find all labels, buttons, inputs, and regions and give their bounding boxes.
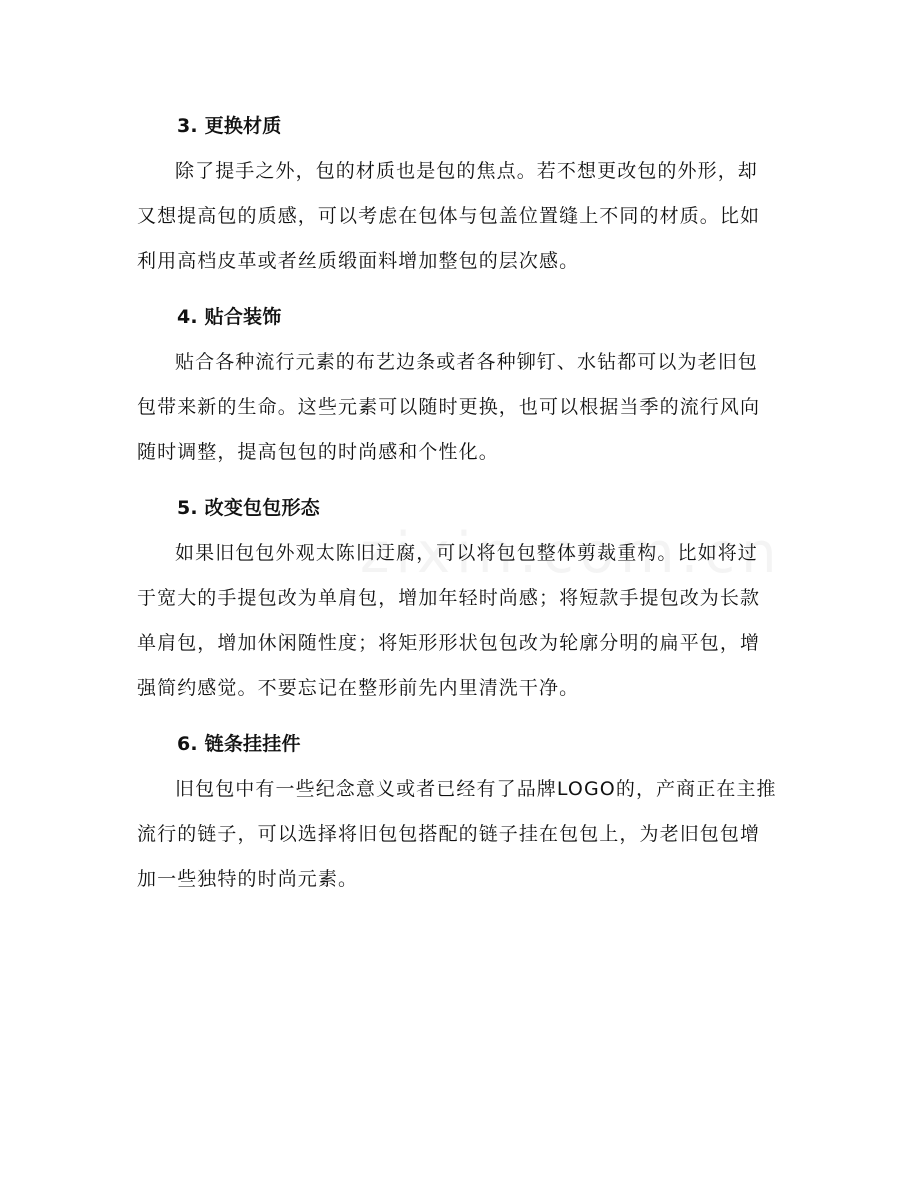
section-paragraph: 旧包包中有一些纪念意义或者已经有了品牌LOGO的，产商正在主推流行的链子，可以选择将旧包包搭配的链子挂在包包上，为老旧包包增加一些独特的时尚元素。 [137,778,777,890]
section-heading: 5. 改变包包形态 [177,497,320,519]
section-heading: 3. 更换材质 [177,115,282,137]
section-heading: 4. 贴合装饰 [177,306,282,328]
section-attach-decoration [137,297,777,475]
section-paragraph: 如果旧包包外观太陈旧迂腐，可以将包包整体剪裁重构。比如将过于宽大的手提包改为单肩包，增加年轻时尚感；将短款手提包改为长款单肩包，增加休闲随性度；将矩形形状包包改为轮廓分明的扁平包，增强简约感觉。不要忘记在整形前先内里清洗干净。 [137,542,761,699]
document-content [137,106,777,915]
section-chain-pendant [137,724,777,902]
section-change-bag-shape [137,488,777,711]
section-change-material [137,106,777,284]
section-paragraph: 贴合各种流行元素的布艺边条或者各种铆钉、水钻都可以为老旧包包带来新的生命。这些元素可以随时更换，也可以根据当季的流行风向随时调整，提高包包的时尚感和个性化。 [137,351,761,463]
section-heading: 6. 链条挂挂件 [177,733,301,755]
section-paragraph: 除了提手之外，包的材质也是包的焦点。若不想更改包的外形，却又想提高包的质感，可以考虑在包体与包盖位置缝上不同的材质。比如利用高档皮革或者丝质缎面料增加整包的层次感。 [137,160,761,272]
